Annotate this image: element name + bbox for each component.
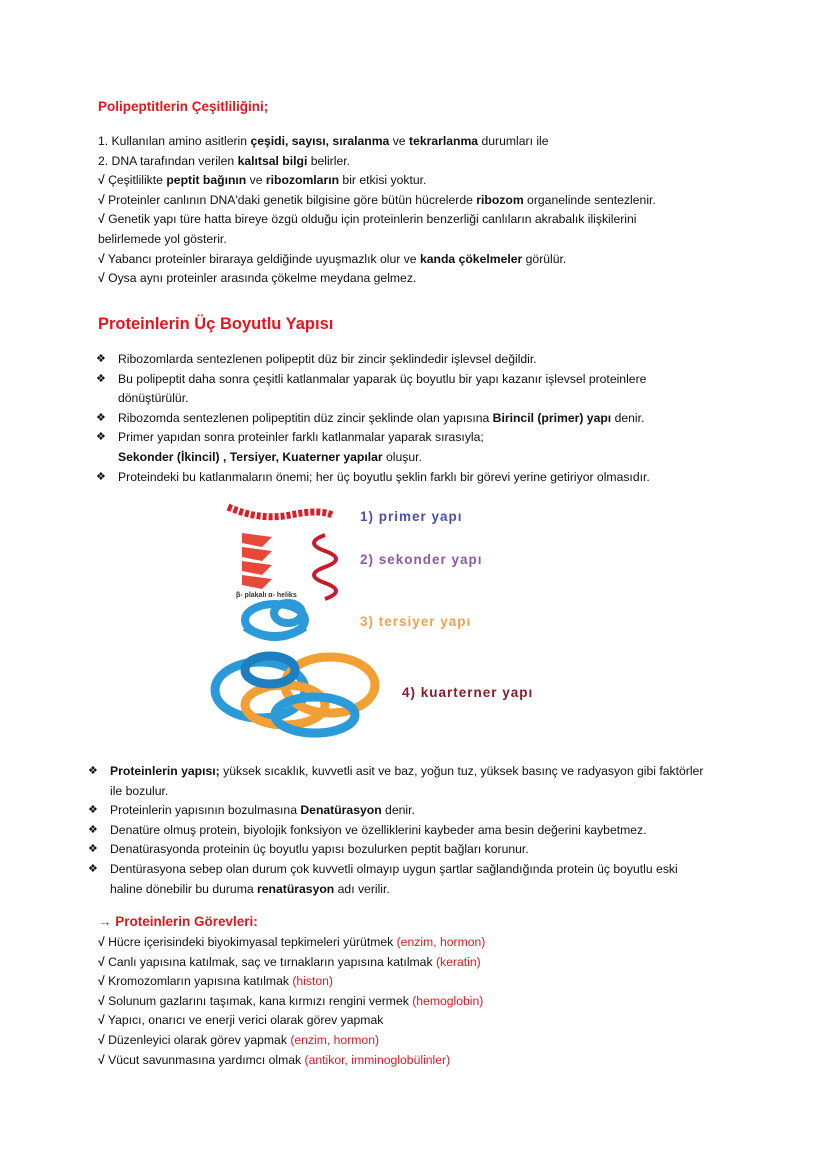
- bullet-line: [118, 428, 736, 448]
- diamond-bullet-icon: ❖: [88, 804, 98, 817]
- bullet-item: [96, 350, 736, 370]
- bullet-line: [110, 860, 738, 880]
- bullet-line: [118, 370, 736, 390]
- alpha-helix-icon: [314, 535, 336, 599]
- bold-text: √: [98, 173, 105, 188]
- text-segment: Proteindeki bu katlanmaların önemi; her üç boyutlu şeklin farklı bir görevi yerine getiriyor olmasıdır.: [118, 469, 650, 484]
- bold-text: √: [98, 251, 105, 266]
- diamond-bullet-icon: ❖: [88, 843, 98, 856]
- diamond-bullet-icon: ❖: [96, 353, 106, 365]
- text-segment: Genetik yapı türe hatta bireye özgü olduğu için proteinlerin benzerliği canlıların akrabalık ilişkilerini: [104, 212, 637, 227]
- bold-text: √: [98, 935, 105, 949]
- bold-text: √: [98, 1052, 105, 1067]
- label-beta-alpha: β- plakalı α- heliks: [236, 592, 297, 599]
- bold-text: çeşidi, sayısı, sıralanma: [250, 134, 390, 148]
- text-segment: Proteinlerin yapısının bozulmasına: [110, 803, 301, 818]
- denaturation-list: [88, 762, 738, 899]
- 3d-structure-list: [96, 350, 736, 487]
- list-item: [98, 1011, 485, 1031]
- example-text: (enzim, hormon): [290, 1032, 380, 1047]
- diamond-bullet-icon: ❖: [96, 470, 106, 483]
- list-item: [98, 210, 656, 230]
- quaternary-structure-icon: [215, 656, 375, 733]
- bullet-item: [88, 860, 738, 899]
- diamond-bullet-icon: ❖: [88, 823, 98, 836]
- diamond-bullet-icon: ❖: [96, 372, 106, 385]
- bold-text: Proteinlerin yapısı;: [110, 764, 220, 778]
- bullet-line: [110, 880, 738, 900]
- text-segment: ve: [246, 173, 266, 188]
- protein-functions-list: [98, 933, 485, 1070]
- text-segment: ve: [389, 134, 409, 148]
- bullet-item: [96, 409, 736, 429]
- text-segment: Primer yapıdan sonra proteinler farklı katlanmalar yaparak sırasıyla;: [118, 430, 484, 445]
- bullet-item: [88, 762, 738, 801]
- label-quaternary-structure: 4) kuarterner yapı: [402, 685, 534, 700]
- bold-text: √: [98, 1032, 105, 1047]
- label-tertiary-structure: 3) tersiyer yapı: [360, 614, 472, 629]
- list-item: [98, 269, 656, 289]
- text-segment: organelinde sentezlenir.: [523, 192, 656, 207]
- section-title-protein-functions: → Proteinlerin Görevleri:: [98, 914, 258, 929]
- bold-text: √: [98, 192, 105, 207]
- list-item: [98, 191, 656, 211]
- bullet-line: [118, 389, 736, 409]
- text-segment: Solunum gazlarını taşımak, kana kırmızı rengini vermek: [104, 993, 413, 1008]
- text-segment: Proteinler canlının DNA'daki genetik bilgisine göre bütün hücrelerde: [104, 192, 477, 207]
- text-segment: Yabancı proteinler biraraya geldiğinde uyuşmazlık olur ve: [104, 251, 420, 266]
- primary-chain-icon: [228, 507, 332, 517]
- text-segment: Kromozomların yapısına katılmak: [104, 974, 293, 989]
- text-segment: ile bozulur.: [110, 783, 169, 798]
- list-item: [98, 250, 656, 270]
- bold-text: √: [98, 271, 105, 286]
- text-segment: Bu polipeptit daha sonra çeşitli katlanmalar yaparak üç boyutlu bir yapı kazanır işlevsel proteinlere: [118, 371, 647, 386]
- list-item: [98, 1031, 485, 1051]
- list-item: [98, 230, 656, 250]
- bold-text: √: [98, 954, 105, 969]
- text-segment: Oysa aynı proteinler arasında çökelme meydana gelmez.: [104, 271, 417, 286]
- list-item: [98, 132, 656, 152]
- diamond-bullet-icon: ❖: [88, 862, 98, 875]
- list-item: [98, 972, 485, 992]
- text-segment: denir.: [381, 803, 415, 818]
- bold-text: peptit bağının: [166, 173, 247, 188]
- bullet-line: [118, 350, 736, 370]
- list-item: [98, 1051, 485, 1071]
- bold-text: √: [98, 212, 105, 227]
- example-text: (keratin): [435, 954, 481, 969]
- bold-text: kalıtsal bilgi: [237, 153, 308, 168]
- bold-text: Sekonder (İkincil) , Tersiyer, Kuaterner yapılar: [118, 449, 383, 464]
- bold-text: tekrarlanma: [408, 134, 479, 148]
- list-item: [98, 171, 656, 191]
- list-item: [98, 933, 485, 953]
- text-segment: belirler.: [307, 153, 351, 168]
- bold-text: √: [98, 974, 105, 989]
- label-primary-structure: 1) primer yapı: [360, 509, 463, 524]
- bold-text: kanda çökelmeler: [419, 251, 523, 266]
- polypeptide-diversity-list: [98, 132, 656, 289]
- bold-text: √: [98, 1013, 105, 1028]
- list-item: [98, 152, 656, 172]
- bullet-line: [118, 448, 736, 468]
- bold-text: ribozomların: [265, 173, 340, 188]
- bullet-item: [88, 821, 738, 841]
- text-segment: Hücre içerisindeki biyokimyasal tepkimeleri yürütmek: [104, 935, 397, 949]
- bold-text: √: [98, 993, 105, 1008]
- bold-text: Birincil (primer) yapı: [492, 410, 612, 425]
- bullet-line: [110, 840, 738, 860]
- text-segment: Ribozomlarda sentezlenen polipeptit düz bir zincir şeklindedir işlevsel değildir.: [118, 352, 537, 366]
- bullet-item: [96, 428, 736, 467]
- protein-structure-figure: [200, 495, 600, 745]
- bold-text: renatürasyon: [257, 881, 335, 896]
- text-segment: dönüştürülür.: [118, 391, 189, 406]
- bullet-line: [118, 468, 736, 488]
- label-secondary-structure: 2) sekonder yapı: [360, 552, 483, 567]
- text-segment: denir.: [611, 410, 645, 425]
- text-segment: görülür.: [522, 251, 567, 266]
- text-segment: Çeşitlilikte: [104, 173, 167, 188]
- diamond-bullet-icon: ❖: [88, 765, 98, 777]
- bullet-item: [88, 801, 738, 821]
- example-text: (histon): [292, 974, 333, 989]
- text-segment: Canlı yapısına katılmak, saç ve tırnakların yapısına katılmak: [104, 954, 436, 969]
- bold-text: Denatürasyon: [300, 803, 382, 818]
- text-segment: Düzenleyici olarak görev yapmak: [104, 1032, 291, 1047]
- text-segment: 2. DNA tarafından verilen: [98, 153, 238, 168]
- text-segment: Denatüre olmuş protein, biyolojik fonksiyon ve özelliklerini kaybeder ama besin değerini kaybetmez.: [110, 822, 647, 837]
- bullet-item: [96, 468, 736, 488]
- diamond-bullet-icon: ❖: [96, 431, 106, 444]
- list-item: [98, 992, 485, 1012]
- bullet-line: [110, 801, 738, 821]
- example-text: (enzim, hormon): [396, 935, 486, 949]
- text-segment: 1. Kullanılan amino asitlerin: [98, 134, 251, 148]
- text-segment: belirlemede yol gösterir.: [98, 231, 227, 246]
- text-segment: Ribozomda sentezlenen polipeptitin düz zincir şeklinde olan yapısına: [118, 410, 493, 425]
- tertiary-structure-icon: [245, 603, 305, 637]
- bullet-line: [110, 821, 738, 841]
- text-segment: Dentürasyona sebep olan durum çok kuvvetli olmayıp uygun şartlar sağlandığında protein üç boyutlu eski: [110, 861, 678, 876]
- text-segment: Yapıcı, onarıcı ve enerji verici olarak görev yapmak: [104, 1013, 384, 1028]
- text-segment: Denatürasyonda proteinin üç boyutlu yapısı bozulurken peptit bağları korunur.: [110, 842, 529, 857]
- text-segment: haline dönebilir bu duruma: [110, 881, 258, 896]
- list-item: [98, 953, 485, 973]
- example-text: (antikor, imminoglobülinler): [304, 1052, 451, 1067]
- text-segment: durumları ile: [478, 134, 549, 148]
- bullet-line: [110, 782, 738, 802]
- section-title-polypeptide-diversity: Polipeptitlerin Çeşitliliğini;: [98, 99, 269, 114]
- beta-sheet-icon: [242, 533, 272, 589]
- bold-text: ribozom: [476, 192, 524, 207]
- bullet-line: [110, 762, 738, 782]
- diamond-bullet-icon: ❖: [96, 411, 106, 424]
- bullet-line: [118, 409, 736, 429]
- bullet-item: [88, 840, 738, 860]
- text-segment: bir etkisi yoktur.: [339, 173, 427, 188]
- text-segment: yüksek sıcaklık, kuvvetli asit ve baz, yoğun tuz, yüksek basınç ve radyasyon gibi faktörler: [219, 764, 704, 778]
- text-segment: adı verilir.: [334, 881, 390, 896]
- example-text: (hemoglobin): [412, 993, 484, 1008]
- section-title-3d-structure: Proteinlerin Üç Boyutlu Yapısı: [98, 315, 334, 333]
- bullet-item: [96, 370, 736, 409]
- text-segment: Vücut savunmasına yardımcı olmak: [104, 1052, 305, 1067]
- text-segment: oluşur.: [382, 449, 422, 464]
